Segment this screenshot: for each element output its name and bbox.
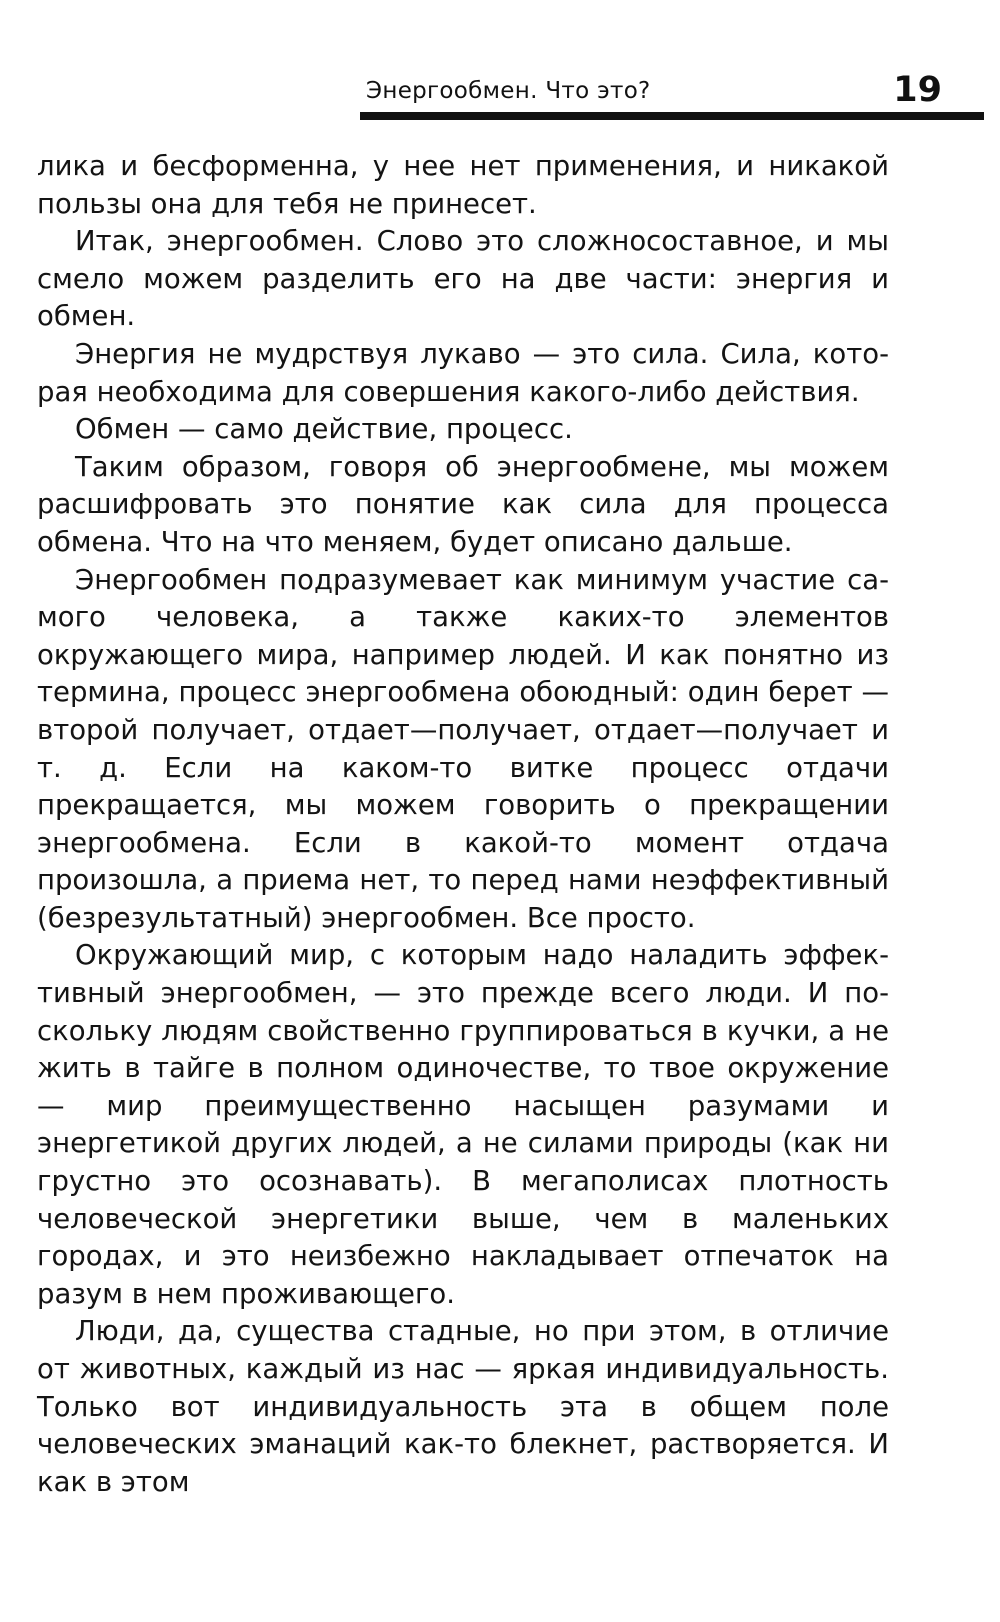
- paragraph: Таким образом, говоря об энергообмене, мы можем расшифровать это понятие как сила для процесса обмена. Что на что меняем, будет описано дальше.: [37, 450, 889, 558]
- running-header: [360, 72, 984, 122]
- paragraph: Обмен — само действие, процесс.: [75, 413, 573, 446]
- page-number: 19: [893, 70, 942, 110]
- paragraph-continued: лика и бесформенна, у нее нет применения, и никакой пользы она для тебя не принесет.: [37, 150, 889, 220]
- body-text: [37, 148, 889, 1501]
- paragraph: Энергообмен подразумевает как минимум участие самого человека, а также каких-то элементов окружающего мира, например людей. И как понятно из термина, процесс энергообмена обоюдный: один берет — второй получает, отдает—получает, отдает—получает и т. д. Если на каком-то витке процесс отдачи прекращается, мы можем говорить о прекращении энергообмена. Если в какой-то момент отдача произошла, а приема нет, то перед нами неэффективный (безрезультатный) энергообмен. Все просто.: [37, 563, 889, 934]
- paragraph: Итак, энергообмен. Слово это сложносоставное, и мы смело можем разделить его на две части: энергия и обмен.: [37, 225, 889, 333]
- paragraph: Люди, да, существа стадные, но при этом, в отличие от животных, каждый из нас — яркая индивидуальность. Только вот индивидуальность эта в общем поле человеческих эманаций как-то блекнет, растворяется. И как в этом: [37, 1315, 889, 1498]
- running-title: Энергообмен. Что это?: [366, 78, 651, 104]
- paragraph: Энергия не мудрствуя лукаво — это сила. Сила, которая необходима для совершения какого-либо действия.: [37, 337, 889, 408]
- header-rule: [360, 112, 984, 120]
- paragraph: Окружающий мир, с которым надо наладить эффективный энергообмен, — это прежде всего люди. И поскольку людям свойственно группироваться в кучки, а не жить в тайге в полном одиночестве, то твое окружение — мир преимущественно насыщен разумами и энергетикой других людей, а не силами природы (как ни грустно это осознавать). В мегаполисах плотность человеческой энергетики выше, чем в маленьких городах, и это неизбежно накладывает отпечаток на разум в нем проживающего.: [37, 939, 889, 1310]
